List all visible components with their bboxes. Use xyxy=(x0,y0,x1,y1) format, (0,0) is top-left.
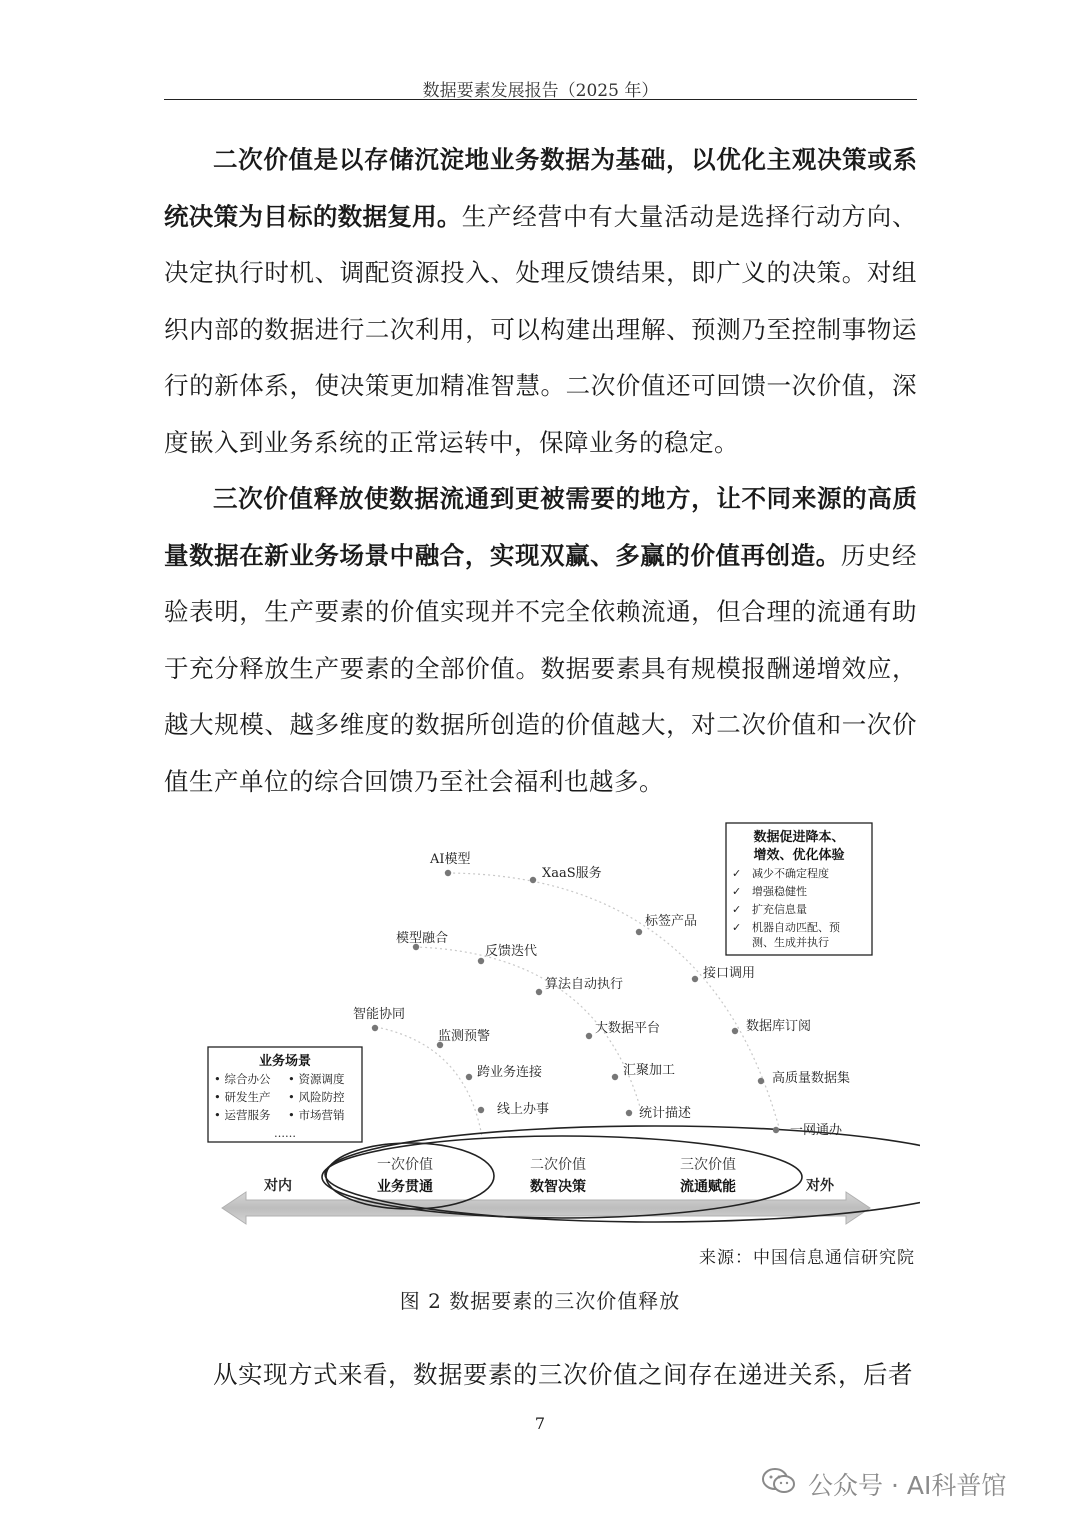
check-icon: ✓ xyxy=(732,903,742,916)
benefit-item: 减少不确定程度 xyxy=(752,867,829,880)
node-label-big-data-platform: 大数据平台 xyxy=(595,1021,661,1036)
paragraph-1 xyxy=(164,132,917,471)
node-dot xyxy=(445,870,451,876)
value-2-title: 数智决策 xyxy=(530,1179,586,1195)
check-icon: ✓ xyxy=(732,885,742,898)
value-2-label: 二次价值 xyxy=(530,1157,586,1173)
node-label-ai-model: AI模型 xyxy=(430,852,471,867)
benefit-item: 扩充信息量 xyxy=(752,903,807,916)
node-dot xyxy=(732,1028,738,1034)
node-dot xyxy=(478,958,484,964)
check-icon: ✓ xyxy=(732,867,742,880)
node-dot xyxy=(758,1078,764,1084)
watermark-text: 公众号 · AI科普馆 xyxy=(808,1471,1007,1500)
node-label-aggregation: 汇聚加工 xyxy=(623,1063,676,1078)
node-dot xyxy=(636,929,642,935)
scenario-more: …… xyxy=(274,1127,296,1140)
value-1-label: 一次价值 xyxy=(377,1157,433,1173)
check-icon: ✓ xyxy=(732,921,742,934)
node-label-monitoring: 监测预警 xyxy=(438,1029,491,1044)
paragraph-1-text: 生产经营中有大量活动是选择行动方向、决定执行时机、调配资源投入、处理反馈结果，即广义的决策。对组织内部的数据进行二次利用，可以构建出理解、预测乃至控制事物运行的新体系，使决策更加精准智慧。二次价值还可回馈一次价值，深度嵌入到业务系统的正常运转中，保障业务的稳定。 xyxy=(164,201,918,457)
node-label-model-fusion: 模型融合 xyxy=(396,931,449,946)
value-release-figure xyxy=(200,815,920,1230)
node-label-algo-execution: 算法自动执行 xyxy=(545,977,624,992)
benefit-box-title-1: 数据促进降本、 xyxy=(753,830,845,845)
scenario-item: • 市场营销 xyxy=(288,1108,345,1122)
page-header-title: 数据要素发展报告（2025 年） xyxy=(422,81,659,101)
watermark xyxy=(762,1466,1006,1502)
node-dot xyxy=(478,1107,484,1113)
benefit-item: 测、生成并执行 xyxy=(752,936,829,949)
paragraph-2 xyxy=(164,471,917,810)
wechat-icon xyxy=(762,1467,796,1501)
node-label-online-service: 线上办事 xyxy=(497,1102,550,1117)
node-dot xyxy=(586,1033,592,1039)
node-dot xyxy=(466,1074,472,1080)
paragraph-3-text: 从实现方式来看，数据要素的三次价值之间存在递进关系，后者 xyxy=(213,1360,913,1389)
node-label-cross-business: 跨业务连接 xyxy=(477,1065,543,1080)
benefit-box-title-2: 增效、优化体验 xyxy=(753,848,845,863)
node-dot xyxy=(530,877,536,883)
node-dot xyxy=(612,1074,618,1080)
page-number: 7 xyxy=(534,1414,546,1433)
figure-source: 来源：中国信息通信研究院 xyxy=(699,1248,915,1268)
node-dot xyxy=(773,1127,779,1133)
node-label-tag-product: 标签产品 xyxy=(645,914,698,929)
paragraph-2-bold: 三次价值释放使数据流通到更被需要的地方，让不同来源的高质量数据在新业务场景中融合，实现双赢、多赢的价值再创造。 xyxy=(164,484,917,570)
node-label-feedback-iteration: 反馈迭代 xyxy=(485,944,538,959)
figure-caption: 图 2 数据要素的三次价值释放 xyxy=(399,1289,681,1313)
value-1-ellipse xyxy=(326,1143,494,1209)
node-label-smart-collab: 智能协同 xyxy=(353,1007,406,1022)
node-dot xyxy=(536,989,542,995)
node-dot xyxy=(626,1110,632,1116)
scenario-item: • 运营服务 xyxy=(214,1108,271,1122)
node-dot xyxy=(372,1025,378,1031)
figure-diagram xyxy=(200,815,920,1230)
node-label-hq-dataset: 高质量数据集 xyxy=(772,1071,851,1086)
node-label-xaas: XaaS服务 xyxy=(542,866,602,881)
paragraph-1-bold: 二次价值是以存储沉淀地业务数据为基础，以优化主观决策或系统决策为目标的数据复用。 xyxy=(164,145,917,231)
paragraph-3 xyxy=(164,1347,917,1404)
benefit-item: 增强稳健性 xyxy=(752,885,807,898)
scenario-item: • 综合办公 xyxy=(214,1072,271,1086)
paragraph-2-text: 历史经验表明，生产要素的价值实现并不完全依赖流通，但合理的流通有助于充分释放生产要素的全部价值。数据要素具有规模报酬递增效应，越大规模、越多维度的数据所创造的价值越大，对二次价值和一次价值生产单位的综合回馈乃至社会福利也越多。 xyxy=(164,540,917,796)
node-dot xyxy=(692,976,698,982)
header-rule xyxy=(164,99,917,100)
value-3-label: 三次价值 xyxy=(680,1157,736,1173)
axis-left-label: 对内 xyxy=(264,1178,292,1194)
node-label-db-subscription: 数据库订阅 xyxy=(746,1019,812,1034)
node-label-one-network: 一网通办 xyxy=(790,1123,843,1138)
scenario-item: • 风险防控 xyxy=(288,1090,345,1104)
benefit-item: 机器自动匹配、预 xyxy=(752,921,840,934)
value-3-title: 流通赋能 xyxy=(680,1179,736,1195)
axis-right-label: 对外 xyxy=(806,1178,834,1194)
scenario-item: • 资源调度 xyxy=(288,1072,345,1086)
scenario-box-title: 业务场景 xyxy=(258,1054,312,1069)
node-label-api-call: 接口调用 xyxy=(703,966,756,981)
value-1-title: 业务贯通 xyxy=(377,1179,433,1195)
node-label-statistics: 统计描述 xyxy=(639,1106,692,1121)
scenario-item: • 研发生产 xyxy=(214,1090,271,1104)
